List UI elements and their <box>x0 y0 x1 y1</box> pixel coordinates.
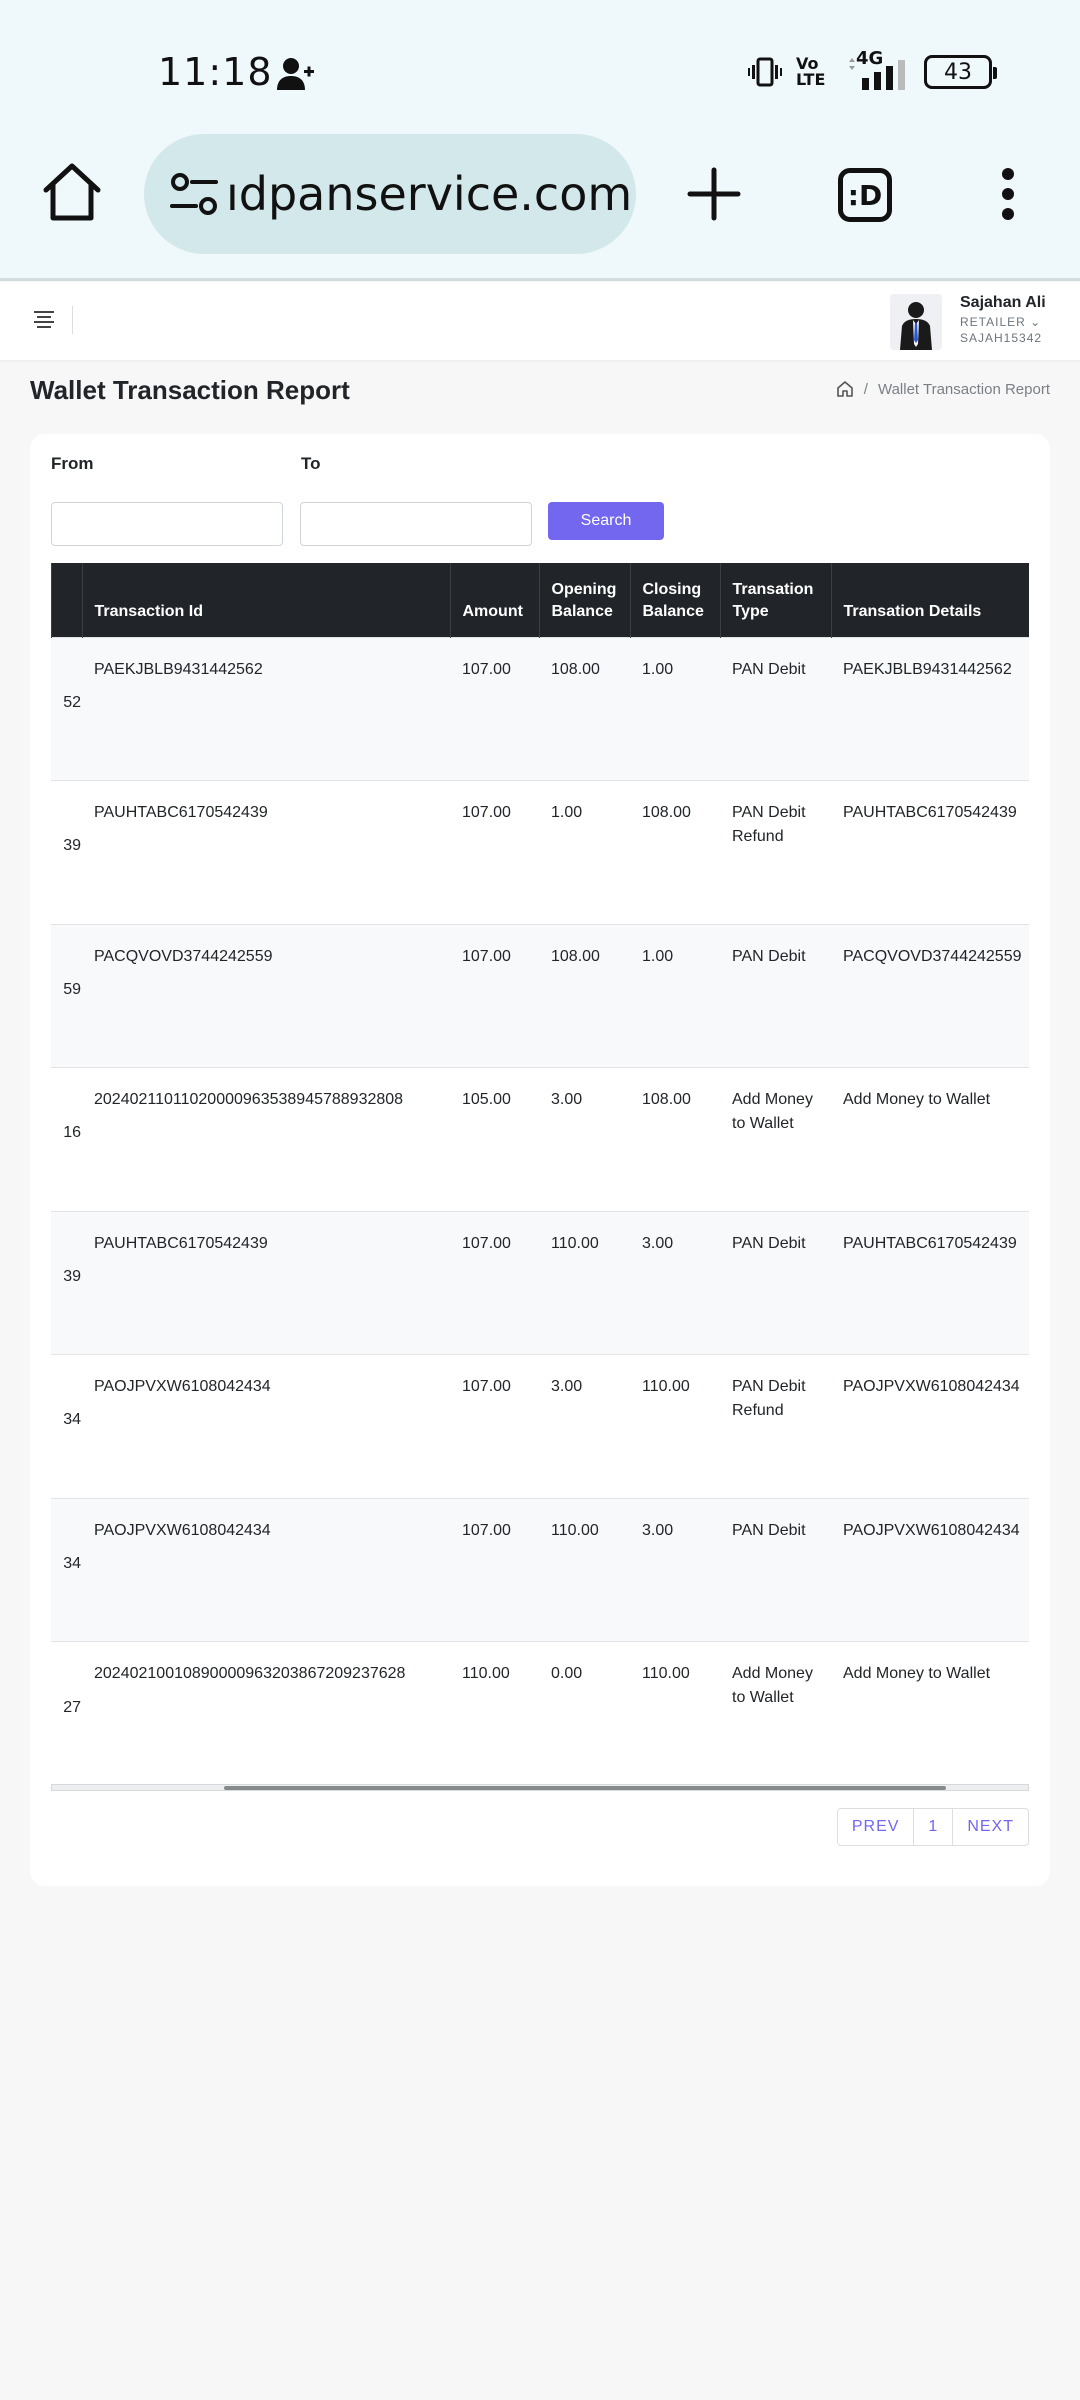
column-header-amount: Amount <box>450 563 539 637</box>
cell-transaction-details: Add Money to Wallet <box>831 1642 1029 1786</box>
user-name[interactable]: Sajahan Ali <box>960 294 1046 311</box>
to-label: To <box>301 454 321 473</box>
cell-transaction-type: PAN Debit Refund <box>720 781 831 925</box>
cell-amount: 107.00 <box>450 1355 539 1499</box>
serial-number: 39 <box>63 1267 81 1285</box>
user-role-dropdown[interactable]: RETAILER ⌄ <box>960 315 1042 329</box>
serial-number: 34 <box>63 1411 81 1429</box>
battery-icon <box>924 55 992 89</box>
cell-transaction-details: Add Money to Wallet <box>831 1068 1029 1212</box>
cell-serial <box>51 637 82 781</box>
menu-icon[interactable] <box>34 310 54 328</box>
column-header-opening-balance: Opening Balance <box>539 563 630 637</box>
status-icons <box>748 48 992 92</box>
battery-level: 43 <box>944 59 972 85</box>
tab-switcher-button[interactable]: :D <box>838 168 892 222</box>
table-header-row <box>51 563 1029 637</box>
cell-amount: 110.00 <box>450 1642 539 1786</box>
cell-amount: 107.00 <box>450 924 539 1068</box>
cell-opening-balance: 110.00 <box>539 1211 630 1355</box>
cell-opening-balance: 0.00 <box>539 1642 630 1786</box>
cell-opening-balance: 108.00 <box>539 637 630 781</box>
page-1-button[interactable]: 1 <box>913 1809 952 1845</box>
column-header-transaction-details: Transation Details <box>831 563 1029 637</box>
serial-number: 34 <box>63 1554 81 1572</box>
volte-indicator: Vo LTE <box>796 54 826 89</box>
serial-number: 59 <box>63 980 81 998</box>
cell-transaction-type: PAN Debit <box>720 1498 831 1642</box>
signal-group <box>846 48 910 92</box>
column-header-transaction-type: Transation Type <box>720 563 831 637</box>
serial-number: 39 <box>63 837 81 855</box>
table-row <box>51 1355 1029 1499</box>
cell-closing-balance: 3.00 <box>630 1498 720 1642</box>
table-row <box>51 1068 1029 1212</box>
cell-transaction-type: PAN Debit <box>720 637 831 781</box>
horizontal-scrollbar[interactable] <box>51 1784 1029 1791</box>
cell-opening-balance: 108.00 <box>539 924 630 1068</box>
from-label: From <box>51 454 94 473</box>
cell-amount: 107.00 <box>450 637 539 781</box>
cell-transaction-type: Add Money to Wallet <box>720 1642 831 1786</box>
cell-transaction-id: 20240211011020000963538945788932808 <box>82 1068 450 1212</box>
app-header <box>0 282 1080 360</box>
table-row <box>51 637 1029 781</box>
pagination <box>837 1808 1029 1846</box>
tune-icon[interactable] <box>166 166 222 222</box>
cell-transaction-id: PAEKJBLB9431442562 <box>82 637 450 781</box>
header-divider <box>72 306 73 334</box>
cell-amount: 105.00 <box>450 1068 539 1212</box>
cell-serial <box>51 1355 82 1499</box>
status-time: 11:18 <box>158 50 273 94</box>
signal-icon <box>846 56 906 92</box>
cell-amount: 107.00 <box>450 1498 539 1642</box>
serial-number: 52 <box>63 693 81 711</box>
kebab-menu-icon[interactable] <box>996 166 1020 222</box>
cell-closing-balance: 110.00 <box>630 1642 720 1786</box>
cell-transaction-id: PAOJPVXW6108042434 <box>82 1355 450 1499</box>
from-date-input[interactable] <box>51 502 283 546</box>
cell-opening-balance: 110.00 <box>539 1498 630 1642</box>
user-id: SAJAH15342 <box>960 331 1043 345</box>
cell-transaction-details: PACQVOVD3744242559 <box>831 924 1029 1068</box>
cell-closing-balance: 108.00 <box>630 1068 720 1212</box>
cell-transaction-id: PAUHTABC6170542439 <box>82 1211 450 1355</box>
home-icon[interactable] <box>40 160 104 224</box>
cell-serial <box>51 924 82 1068</box>
breadcrumb <box>836 380 1050 398</box>
table-row <box>51 1211 1029 1355</box>
cell-serial <box>51 1211 82 1355</box>
transaction-table <box>51 563 1029 1785</box>
breadcrumb-separator: / <box>863 380 868 398</box>
cell-serial <box>51 781 82 925</box>
address-bar[interactable] <box>144 134 636 254</box>
column-header-serial <box>51 563 82 637</box>
cell-transaction-id: PACQVOVD3744242559 <box>82 924 450 1068</box>
toolbar-divider <box>0 278 1080 281</box>
cell-transaction-details: PAEKJBLB9431442562 <box>831 637 1029 781</box>
cell-amount: 107.00 <box>450 1211 539 1355</box>
cell-transaction-details: PAUHTABC6170542439 <box>831 1211 1029 1355</box>
cell-transaction-type: PAN Debit Refund <box>720 1355 831 1499</box>
cell-opening-balance: 3.00 <box>539 1068 630 1212</box>
cell-closing-balance: 3.00 <box>630 1211 720 1355</box>
person-add-icon <box>276 56 314 92</box>
scrollbar-thumb[interactable] <box>224 1786 946 1790</box>
breadcrumb-current: Wallet Transaction Report <box>877 380 1050 398</box>
column-header-transaction-id: Transaction Id <box>82 563 450 637</box>
cell-serial <box>51 1068 82 1212</box>
cell-closing-balance: 108.00 <box>630 781 720 925</box>
cell-transaction-id: PAUHTABC6170542439 <box>82 781 450 925</box>
cell-transaction-id: 20240210010890000963203867209237628 <box>82 1642 450 1786</box>
cell-transaction-id: PAOJPVXW6108042434 <box>82 1498 450 1642</box>
cell-transaction-type: PAN Debit <box>720 1211 831 1355</box>
table-row <box>51 781 1029 925</box>
cell-transaction-details: PAOJPVXW6108042434 <box>831 1355 1029 1499</box>
serial-number: 16 <box>63 1124 81 1142</box>
table-row <box>51 1642 1029 1786</box>
cell-closing-balance: 1.00 <box>630 924 720 1068</box>
page-title: Wallet Transaction Report <box>30 375 350 405</box>
prev-page-button[interactable]: PREV <box>851 1818 900 1835</box>
serial-number: 27 <box>63 1698 81 1716</box>
network-type: 4G <box>856 48 884 69</box>
cell-opening-balance: 3.00 <box>539 1355 630 1499</box>
next-page-button[interactable]: NEXT <box>952 1809 1028 1845</box>
cell-opening-balance: 1.00 <box>539 781 630 925</box>
table-row <box>51 924 1029 1068</box>
cell-transaction-details: PAUHTABC6170542439 <box>831 781 1029 925</box>
cell-serial <box>51 1642 82 1786</box>
breadcrumb-home-icon[interactable] <box>836 380 854 398</box>
cell-amount: 107.00 <box>450 781 539 925</box>
avatar-silhouette-icon <box>890 294 942 350</box>
cell-transaction-type: PAN Debit <box>720 924 831 1068</box>
browser-chrome <box>0 0 1080 280</box>
column-header-closing-balance: Closing Balance <box>630 563 720 637</box>
vibrate-icon <box>748 55 782 89</box>
plus-icon[interactable] <box>686 166 742 222</box>
cell-closing-balance: 1.00 <box>630 637 720 781</box>
search-button[interactable]: Search <box>548 502 664 540</box>
cell-closing-balance: 110.00 <box>630 1355 720 1499</box>
transaction-table-scroll[interactable] <box>51 563 1029 1785</box>
cell-serial <box>51 1498 82 1642</box>
table-row <box>51 1498 1029 1642</box>
cell-transaction-details: PAOJPVXW6108042434 <box>831 1498 1029 1642</box>
url-text[interactable]: ıdpanservice.com <box>226 167 633 221</box>
avatar[interactable] <box>890 294 942 350</box>
cell-transaction-type: Add Money to Wallet <box>720 1068 831 1212</box>
to-date-input[interactable] <box>300 502 532 546</box>
